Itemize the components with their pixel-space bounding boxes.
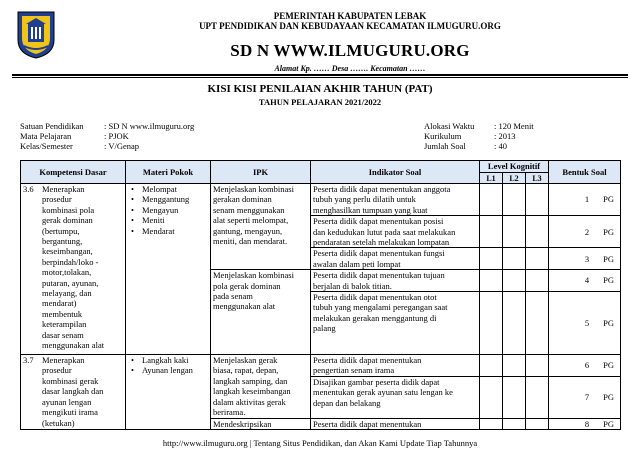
info-right xyxy=(424,121,534,151)
indikator-line: Peserta didik dapat menentukan xyxy=(313,418,422,429)
info-label: Alokasi Waktu xyxy=(424,121,475,131)
col-header-kd: Kompetensi Dasar xyxy=(21,161,126,184)
indikator-cell xyxy=(311,292,480,355)
l1-cell xyxy=(480,292,503,355)
materi-cell xyxy=(126,184,211,355)
question-type: PG xyxy=(603,392,614,403)
kd-line: Menerapkan xyxy=(42,184,85,194)
ipk-line: menggunakan alat xyxy=(213,301,276,312)
col-header-level: Level Kognitif xyxy=(480,161,549,173)
indikator-line: dan kedudukan lutut pada saat melakukan xyxy=(313,226,456,237)
l1-cell xyxy=(480,270,503,292)
col-header-l3: L3 xyxy=(526,173,549,184)
kd-line: Menerapkan xyxy=(42,355,85,366)
question-number: 6 xyxy=(584,360,590,371)
ipk-cell xyxy=(211,355,311,419)
materi-item: • Menggantung xyxy=(142,194,208,204)
info-label: Kelas/Semester xyxy=(20,141,73,151)
info-value: : 40 xyxy=(494,141,507,151)
kd-line: prosedur xyxy=(42,365,72,376)
col-header-ipk: IPK xyxy=(211,161,311,184)
kd-line: menggunakan alat xyxy=(42,340,105,351)
ipk-line: berirama. xyxy=(213,407,246,418)
indikator-cell xyxy=(311,418,480,429)
materi-item: • Melompat xyxy=(142,184,208,194)
indikator-line: menghasilkan tumpuan yang kuat xyxy=(313,204,428,215)
info-label: Satuan Pendidikan xyxy=(20,121,84,131)
kd-line: kombinasi pola xyxy=(42,204,95,215)
question-number: 3 xyxy=(584,253,590,264)
kd-line: bergantung, xyxy=(42,236,83,247)
footer-text: http://www.ilmuguru.org | Tentang Situs Pendidikan, dan Akan Kami Update Tiap Tahunnya xyxy=(162,438,478,448)
bentuk-cell xyxy=(549,248,621,270)
bentuk-cell xyxy=(549,184,621,216)
materi-item: • Mengayun xyxy=(142,205,208,215)
l2-cell xyxy=(503,376,526,418)
kd-line: mengikuti irama xyxy=(42,407,98,418)
materi-item: • Ayunan lengan xyxy=(142,365,208,375)
materi-cell xyxy=(126,355,211,430)
academic-year: TAHUN PELAJARAN 2021/2022 xyxy=(258,97,382,107)
kd-line: keseimbangan, xyxy=(42,246,93,257)
indikator-cell xyxy=(311,270,480,292)
kd-number: 3.7 xyxy=(23,355,34,366)
kd-line: (ketukan) xyxy=(42,417,75,428)
l1-cell xyxy=(480,376,503,418)
kd-line: melayang, dan xyxy=(42,288,92,299)
col-header-l2: L2 xyxy=(503,173,526,184)
ipk-cell xyxy=(211,418,311,429)
question-type: PG xyxy=(603,253,614,264)
ipk-line: meniti, dan mendarat. xyxy=(213,236,288,247)
l3-cell xyxy=(526,418,549,429)
kd-line: dasar senam xyxy=(42,329,84,340)
info-label: Kurikulum xyxy=(424,131,462,141)
question-number: 7 xyxy=(584,392,590,403)
indikator-cell xyxy=(311,376,480,418)
indikator-line: berjalan di balok titian. xyxy=(313,280,392,291)
kd-line: motor,tolakan, xyxy=(42,267,92,278)
l2-cell xyxy=(503,216,526,248)
indikator-line: Peserta didik dapat menentukan xyxy=(313,355,422,366)
kd-line: (bertumpu, xyxy=(42,225,80,236)
info-label: Mata Pelajaran xyxy=(20,131,72,141)
l3-cell xyxy=(526,184,549,216)
indikator-cell xyxy=(311,216,480,248)
question-type: PG xyxy=(603,226,614,237)
col-header-indikator: Indikator Soal xyxy=(311,161,480,184)
indikator-line: tubuh yang mengalami peregangan saat xyxy=(313,302,448,313)
office-name: UPT PENDIDIKAN DAN KEBUDAYAAN KECAMATAN ILMUGURU.ORG xyxy=(199,21,501,31)
ipk-line: dalam aktivitas gerak xyxy=(213,396,286,407)
indikator-line: awalan dalam peti lompat xyxy=(313,258,401,269)
ipk-line: Menjelaskan gerak xyxy=(213,355,278,366)
l3-cell xyxy=(526,270,549,292)
ipk-cell xyxy=(211,184,311,270)
kd-line: membentuk xyxy=(42,308,83,319)
bentuk-cell xyxy=(549,418,621,429)
indikator-line: palang xyxy=(313,323,336,334)
l1-cell xyxy=(480,355,503,377)
materi-item: • Langkah kaki xyxy=(142,355,208,365)
kd-line: kombinasi gerak xyxy=(42,375,99,386)
kd-line: ayunan lengan xyxy=(42,396,92,407)
ipk-line: Menjelaskan kombinasi xyxy=(213,270,294,281)
l3-cell xyxy=(526,292,549,355)
l1-cell xyxy=(480,216,503,248)
bentuk-cell xyxy=(549,355,621,377)
l3-cell xyxy=(526,376,549,418)
table-row xyxy=(21,184,621,216)
document-title: KISI KISI PENILAIAN AKHIR TAHUN (PAT) xyxy=(207,83,433,95)
ipk-line: gerakan dominan xyxy=(213,194,272,205)
kd-cell xyxy=(21,355,126,430)
l1-cell xyxy=(480,248,503,270)
ipk-line: Menjelaskan kombinasi xyxy=(213,184,294,194)
bentuk-cell xyxy=(549,270,621,292)
indikator-line: melakukan gerakan menggantung di xyxy=(313,312,437,323)
indikator-line: pengertian senam irama xyxy=(313,365,395,376)
l2-cell xyxy=(503,270,526,292)
government-name: PEMERINTAH KABUPATEN LEBAK xyxy=(273,11,427,21)
school-name: SD N WWW.ILMUGURU.ORG xyxy=(230,41,470,60)
question-number: 8 xyxy=(584,418,590,429)
school-address: Alamat Kp. …… Desa ……. Kecamatan …… xyxy=(274,64,426,73)
kd-number: 3.6 xyxy=(23,184,34,194)
bentuk-cell xyxy=(549,292,621,355)
ipk-cell xyxy=(211,270,311,355)
header-divider xyxy=(12,74,628,76)
question-type: PG xyxy=(603,360,614,371)
indikator-line: Peserta didik dapat menentukan anggota xyxy=(313,184,451,194)
kd-line: keterampilan xyxy=(42,319,87,330)
question-type: PG xyxy=(603,418,614,429)
regency-logo xyxy=(14,8,58,60)
col-header-materi: Materi Pokok xyxy=(126,161,211,184)
info-value: : PJOK xyxy=(104,131,129,141)
indikator-cell xyxy=(311,355,480,377)
ipk-line: langkah keseimbangan xyxy=(213,386,291,397)
l1-cell xyxy=(480,418,503,429)
ipk-line: Mendeskripsikan xyxy=(213,418,272,429)
ipk-line: gantung, mengayun, xyxy=(213,225,283,236)
kd-cell xyxy=(21,184,126,355)
bentuk-cell xyxy=(549,216,621,248)
kd-line: dasar langkah dan xyxy=(42,386,104,397)
l2-cell xyxy=(503,292,526,355)
info-left xyxy=(20,121,194,151)
ipk-line: pola gerak dominan xyxy=(213,280,281,291)
indikator-line: Peserta didik dapat menentukan posisi xyxy=(313,216,444,227)
ipk-line: alat seperti melompat, xyxy=(213,215,289,226)
indikator-line: Peserta didik dapat menentukan fungsi xyxy=(313,248,445,259)
question-number: 1 xyxy=(584,194,590,205)
kd-line: berpindah/loko - xyxy=(42,256,99,267)
info-value: : SD N www.ilmuguru.org xyxy=(104,121,195,131)
l2-cell xyxy=(503,418,526,429)
question-type: PG xyxy=(603,194,614,205)
l3-cell xyxy=(526,248,549,270)
l2-cell xyxy=(503,355,526,377)
col-header-bentuk: Bentuk Soal xyxy=(549,161,621,184)
l3-cell xyxy=(526,216,549,248)
question-type: PG xyxy=(603,317,614,328)
header-divider-thin xyxy=(12,77,628,78)
indikator-line: menentukan gerak ayunan satu lengan ke xyxy=(313,387,453,398)
indikator-line: Disajikan gambar peserta didik dapat xyxy=(313,376,440,387)
ipk-line: biasa, rapat, depan, xyxy=(213,365,279,376)
materi-item: • Meniti xyxy=(142,215,208,225)
table-row xyxy=(21,355,621,377)
col-header-l1: L1 xyxy=(480,173,503,184)
indikator-cell xyxy=(311,184,480,216)
materi-item: • Mendarat xyxy=(142,226,208,236)
info-value: : 2013 xyxy=(494,131,516,141)
question-number: 4 xyxy=(584,275,590,286)
question-type: PG xyxy=(603,275,614,286)
indikator-line: Peserta didik dapat menentukan tujuan xyxy=(313,270,445,281)
l3-cell xyxy=(526,355,549,377)
ipk-line: pada senam xyxy=(213,291,253,302)
kd-line: mendarat) xyxy=(42,298,77,309)
info-label: Jumlah Soal xyxy=(424,141,466,151)
question-number: 5 xyxy=(584,317,590,328)
ipk-line: senam menggunakan xyxy=(213,204,285,215)
l2-cell xyxy=(503,184,526,216)
bentuk-cell xyxy=(549,376,621,418)
l1-cell xyxy=(480,184,503,216)
indikator-line: tubuh yang perlu dilatih untuk xyxy=(313,194,416,205)
ipk-line: langkah samping, dan xyxy=(213,375,288,386)
indikator-line: Peserta didik dapat menentukan otot xyxy=(313,292,437,303)
indikator-line: pendaratan setelah melakukan lompatan xyxy=(313,237,450,248)
question-number: 2 xyxy=(584,226,590,237)
info-value: : 120 Menit xyxy=(494,121,534,131)
kd-line: prosedur xyxy=(42,194,72,205)
indikator-line: depan dan belakang xyxy=(313,397,381,408)
kd-line: gerak dominan xyxy=(42,215,93,226)
kd-line: putaran, ayunan, xyxy=(42,277,99,288)
info-value: : V/Genap xyxy=(104,141,140,151)
indikator-cell xyxy=(311,248,480,270)
l2-cell xyxy=(503,248,526,270)
kisi-kisi-table xyxy=(20,160,621,430)
